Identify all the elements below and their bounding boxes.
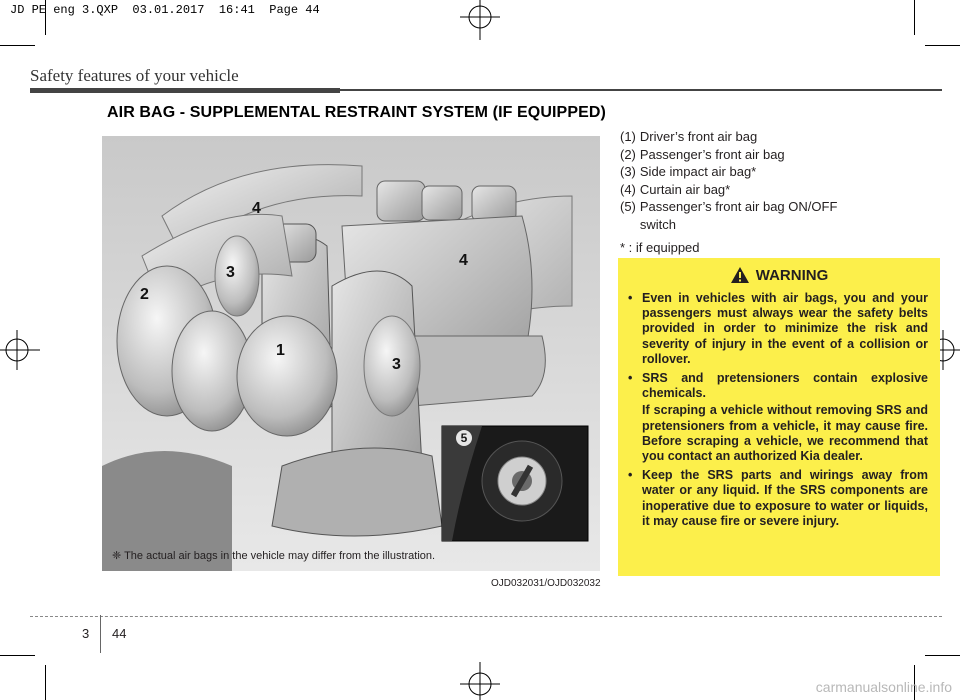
crop-mark [45,665,46,700]
warning-triangle-icon [730,266,750,284]
legend-note: * : if equipped [620,240,700,255]
warning-bullet: • SRS and pretensioners contain explosive chemicals. [626,371,928,401]
callout-label-3: 3 [226,264,235,281]
warning-subparagraph: If scraping a vehicle without removing SRS and pretensioners from a vehicle, it may cause fire. Before scraping a vehicle, we recommend that you contact an authorized Kia dealer. [642,403,928,464]
footer-rule [30,616,942,617]
callout-label-2: 2 [140,286,149,303]
section-header: Safety features of your vehicle [30,66,239,85]
figure-caption: ❈ The actual air bags in the vehicle may differ from the illustration. [112,550,436,562]
registration-mark-left-icon [0,322,40,378]
page-title: AIR BAG - SUPPLEMENTAL RESTRAINT SYSTEM (IF EQUIPPED) [107,104,606,121]
crop-mark [925,655,960,656]
registration-mark-top-icon [452,0,508,40]
crop-mark [0,45,35,46]
callout-label-4: 4 [459,252,468,269]
warning-header [618,266,940,284]
chapter-number: 3 [82,626,90,641]
legend-item: (3) Side impact air bag* [620,164,757,179]
warning-bullet: • Even in vehicles with air bags, you and your passengers must always wear the safety belts provided in order to minimize the risk and severity of injury in the event of a collision or rollover. [626,291,928,367]
callout-label-5: 5 [456,430,472,446]
legend-item: (5) Passenger’s front air bag ON/OFF switch [620,199,838,232]
warning-title: WARNING [755,266,829,284]
page-number-separator [100,615,101,653]
print-slug: JD PE eng 3.QXP 03.01.2017 16:41 Page 44 [10,3,320,17]
warning-box [618,258,940,576]
crop-mark [925,45,960,46]
registration-mark-bottom-icon [452,662,508,700]
legend-item: (4) Curtain air bag* [620,181,731,197]
watermark: carmanualsonline.info [815,679,952,695]
callout-label-3: 3 [392,356,401,373]
warning-list [626,291,928,533]
figure-code: OJD032031/OJD032032 [491,578,601,589]
legend-item: (2) Passenger’s front air bag [620,146,785,162]
callout-label-4: 4 [252,200,261,217]
crop-mark [914,0,915,35]
header-rule-accent [30,88,340,93]
crop-mark [0,655,35,656]
car-interior-drawing [102,136,600,571]
callout-label-1: 1 [276,342,285,359]
warning-bullet: • Keep the SRS parts and wirings away from water or any liquid. If the SRS components are inoperative due to exposure to water or liquids, it may cause fire or severe injury. [626,468,928,529]
airbag-legend [620,128,940,257]
page-number: 44 [112,626,127,641]
airbag-illustration [102,136,600,571]
legend-item: (1) Driver’s front air bag [620,129,758,144]
